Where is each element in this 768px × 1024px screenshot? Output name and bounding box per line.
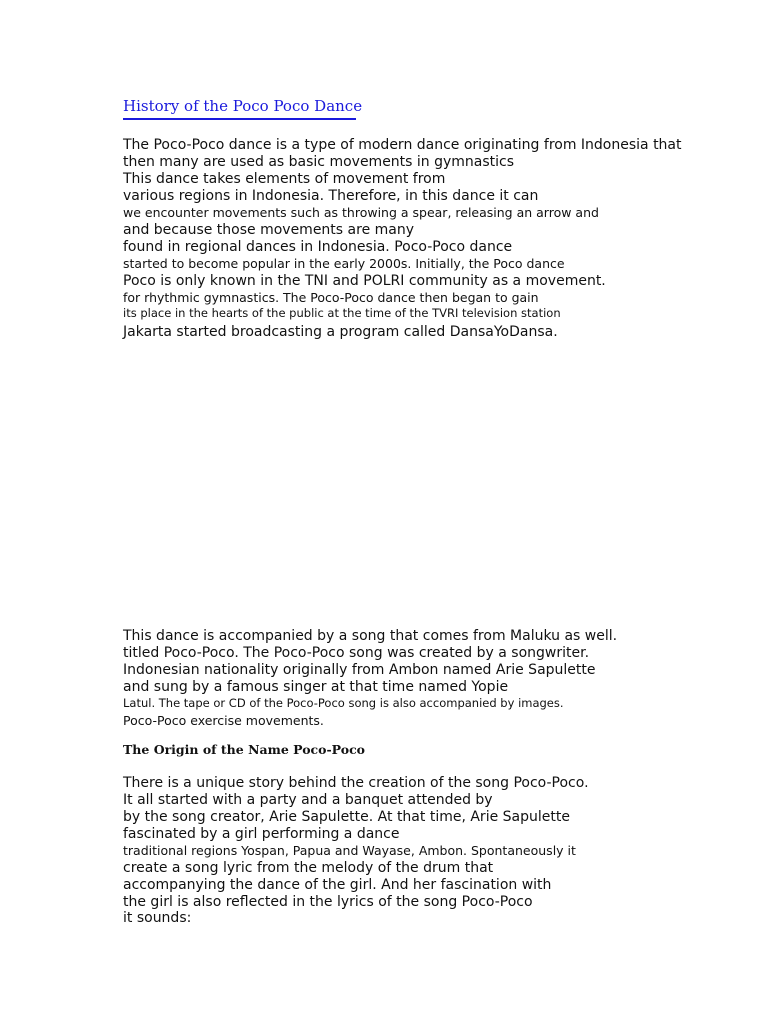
- paragraph-line: This dance is accompanied by a song that comes from Maluku as well.: [123, 628, 618, 644]
- paragraph-line: Poco-Poco exercise movements.: [123, 713, 324, 728]
- paragraph-line: for rhythmic gymnastics. The Poco-Poco dance then began to gain: [123, 290, 539, 305]
- paragraph-line: The Poco-Poco dance is a type of modern dance originating from Indonesia that: [123, 137, 682, 153]
- paragraph-line: then many are used as basic movements in gymnastics: [123, 154, 515, 170]
- section-subheading: The Origin of the Name Poco-Poco: [123, 742, 366, 757]
- paragraph-line: It all started with a party and a banquet attended by: [123, 792, 493, 808]
- paragraph-line: There is a unique story behind the creation of the song Poco-Poco.: [123, 775, 589, 791]
- paragraph-line: it sounds:: [123, 910, 192, 926]
- paragraph-line: This dance takes elements of movement from: [123, 171, 446, 187]
- paragraph-line: Latul. The tape or CD of the Poco-Poco song is also accompanied by images.: [123, 696, 564, 710]
- paragraph-line: Poco is only known in the TNI and POLRI community as a movement.: [123, 273, 606, 289]
- paragraph-line: we encounter movements such as throwing a spear, releasing an arrow and: [123, 205, 599, 220]
- paragraph-line: traditional regions Yospan, Papua and Wayase, Ambon. Spontaneously it: [123, 843, 576, 858]
- paragraph-line: Indonesian nationality originally from Ambon named Arie Sapulette: [123, 662, 596, 678]
- paragraph-line: create a song lyric from the melody of the drum that: [123, 860, 494, 876]
- paragraph-line: by the song creator, Arie Sapulette. At that time, Arie Sapulette: [123, 809, 570, 825]
- title-underline: [123, 118, 356, 120]
- paragraph-line: found in regional dances in Indonesia. Poco-Poco dance: [123, 239, 513, 255]
- paragraph-line: its place in the hearts of the public at the time of the TVRI television station: [123, 306, 561, 320]
- paragraph-line: started to become popular in the early 2000s. Initially, the Poco dance: [123, 256, 565, 271]
- paragraph-line: titled Poco-Poco. The Poco-Poco song was created by a songwriter.: [123, 645, 590, 661]
- paragraph-line: and because those movements are many: [123, 222, 415, 238]
- paragraph-line: the girl is also reflected in the lyrics of the song Poco-Poco: [123, 894, 533, 910]
- paragraph-line: and sung by a famous singer at that time named Yopie: [123, 679, 509, 695]
- paragraph-line: accompanying the dance of the girl. And her fascination with: [123, 877, 552, 893]
- paragraph-line: various regions in Indonesia. Therefore, in this dance it can: [123, 188, 539, 204]
- paragraph-line: Jakarta started broadcasting a program called DansaYoDansa.: [123, 324, 558, 340]
- document-title: History of the Poco Poco Dance: [123, 97, 363, 115]
- paragraph-line: fascinated by a girl performing a dance: [123, 826, 400, 842]
